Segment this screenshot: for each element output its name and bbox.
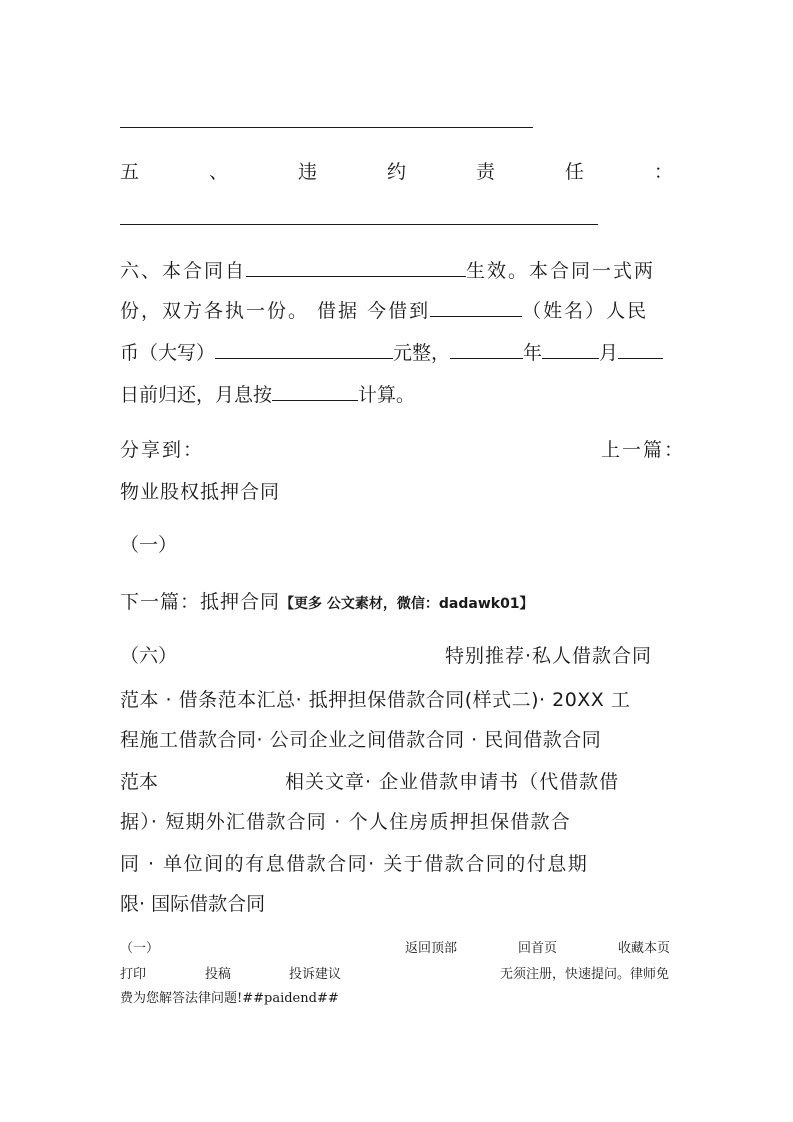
top-blank-line [120, 127, 533, 128]
section-5-heading [120, 160, 673, 184]
recommend-label[interactable]: 特别推荐·私人借款合同 [445, 645, 653, 667]
text: 币（大写） [120, 342, 216, 364]
ad-line-1: 无须注册，快速提问。律师免 [500, 967, 670, 982]
related-articles-label[interactable]: 相关文章· 企业借款申请书（代借款借 [285, 771, 620, 793]
text: 月 [599, 342, 619, 364]
section-6-line-3 [120, 340, 673, 365]
s5-char: ： [653, 161, 673, 183]
text: 份，双方各执一份。 借据 今借到 [120, 300, 431, 322]
related-item[interactable]: 范本 [120, 771, 159, 793]
next-article-number: （六） [120, 645, 178, 667]
text: 日前归还，月息按 [120, 384, 273, 406]
footer-number: （一） [120, 941, 160, 956]
section-5-blank-line [120, 224, 598, 225]
text: （姓名）人民 [522, 300, 649, 322]
effective-date-blank [246, 258, 466, 277]
s5-char: 任 [564, 161, 584, 183]
text: 六、本合同自 [120, 260, 247, 282]
s5-char: 责 [475, 161, 495, 183]
bookmark-link[interactable]: 收藏本页 [618, 941, 671, 956]
submit-link[interactable]: 投稿 [205, 967, 232, 982]
share-label: 分享到： [120, 439, 205, 461]
home-link[interactable]: 回首页 [518, 941, 558, 956]
prev-label: 上一篇： [600, 439, 685, 461]
back-to-top-link[interactable]: 返回顶部 [405, 941, 458, 956]
ad-line-2: 费为您解答法律问题!##paidend## [120, 991, 339, 1006]
promo-text: 【更多 公文素材，微信：dadawk01】 [280, 596, 534, 612]
prev-article-number: （一） [120, 534, 178, 556]
amount-blank [215, 340, 393, 359]
next-article-row [120, 590, 673, 616]
s5-char: 违 [297, 161, 317, 183]
s5-char: 约 [386, 161, 406, 183]
section-6-line-4 [120, 382, 673, 407]
s5-char: 、 [208, 161, 228, 183]
related-line-6[interactable]: 限· 国际借款合同 [120, 893, 266, 915]
name-blank [430, 298, 522, 317]
text: 年 [523, 342, 543, 364]
text: 元整， [393, 342, 451, 364]
text: 生效。本合同一式两 [466, 260, 656, 282]
day-blank [618, 340, 663, 359]
s5-char: 五 [120, 161, 140, 183]
related-line-1[interactable]: 范本 · 借条范本汇总· 抵押担保借款合同(样式二)· 20XX 工 [120, 689, 631, 711]
year-blank [450, 340, 523, 359]
related-line-2[interactable]: 程施工借款合同· 公司企业之间借款合同 · 民间借款合同 [120, 729, 602, 751]
section-6-line-1 [120, 258, 673, 283]
text: 计算。 [358, 384, 416, 406]
related-line-4[interactable]: 据）· 短期外汇借款合同 · 个人住房质押担保借款合 [120, 811, 571, 833]
related-line-5[interactable]: 同 · 单位间的有息借款合同· 关于借款合同的付息期 [120, 853, 589, 875]
share-prev-row [120, 438, 685, 462]
interest-blank [272, 382, 358, 401]
print-link[interactable]: 打印 [120, 967, 147, 982]
prev-article-link[interactable]: 物业股权抵押合同 [120, 481, 281, 503]
complaint-link[interactable]: 投诉建议 [289, 967, 342, 982]
month-blank [542, 340, 599, 359]
next-article-link[interactable]: 下一篇：抵押合同 [120, 591, 281, 613]
section-6-line-2 [120, 298, 673, 323]
